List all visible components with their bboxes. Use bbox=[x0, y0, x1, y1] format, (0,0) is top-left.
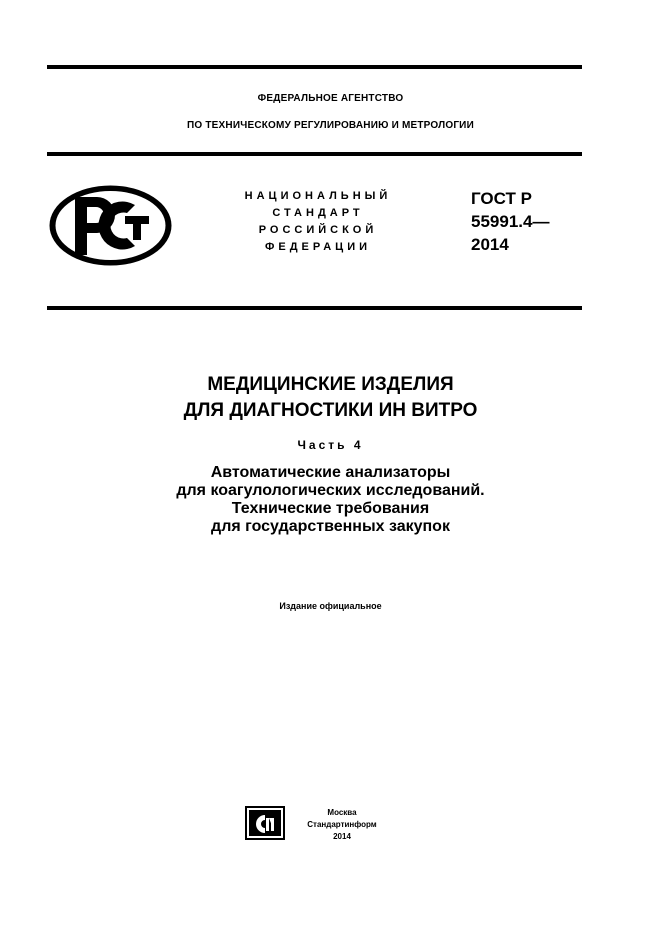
subtitle-line-4: для государственных закупок bbox=[211, 518, 450, 535]
subtitle-line-2: для коагулологических исследований. bbox=[176, 482, 485, 499]
gost-number: 55991.4— bbox=[471, 212, 550, 231]
document-title bbox=[0, 372, 661, 424]
standartinform-logo bbox=[245, 806, 285, 840]
rst-logo bbox=[47, 183, 174, 268]
part-label: Часть 4 bbox=[297, 438, 364, 452]
national-standard-line-1: НАЦИОНАЛЬНЫЙ bbox=[244, 190, 392, 202]
gost-year: 2014 bbox=[471, 235, 509, 254]
subtitle-line-3: Технические требования bbox=[231, 500, 430, 517]
gost-label: ГОСТ Р bbox=[471, 189, 532, 208]
national-standard-line-2: СТАНДАРТ bbox=[272, 207, 364, 219]
gost-designation bbox=[471, 187, 549, 256]
title-line-1: МЕДИЦИНСКИЕ ИЗДЕЛИЯ bbox=[207, 374, 454, 395]
publisher-name: Стандартинформ bbox=[307, 820, 377, 829]
edition-label: Издание официальное bbox=[279, 601, 382, 611]
title-line-2: ДЛЯ ДИАГНОСТИКИ ИН ВИТРО bbox=[183, 400, 478, 421]
subtitle-line-1: Автоматические анализаторы bbox=[210, 464, 451, 481]
lower-rule bbox=[47, 306, 582, 310]
publisher-info bbox=[292, 807, 392, 843]
top-rule bbox=[47, 65, 582, 69]
agency-line-2: ПО ТЕХНИЧЕСКОМУ РЕГУЛИРОВАНИЮ И МЕТРОЛОГИИ bbox=[187, 120, 474, 131]
national-standard-line-4: ФЕДЕРАЦИИ bbox=[264, 241, 372, 253]
upper-rule bbox=[47, 152, 582, 156]
publisher-year: 2014 bbox=[333, 832, 351, 841]
document-subtitle bbox=[0, 464, 661, 536]
national-standard-line-3: РОССИЙСКОЙ bbox=[258, 224, 378, 236]
publisher-city: Москва bbox=[327, 808, 357, 817]
agency-line-1: ФЕДЕРАЛЬНОЕ АГЕНТСТВО bbox=[257, 93, 404, 104]
